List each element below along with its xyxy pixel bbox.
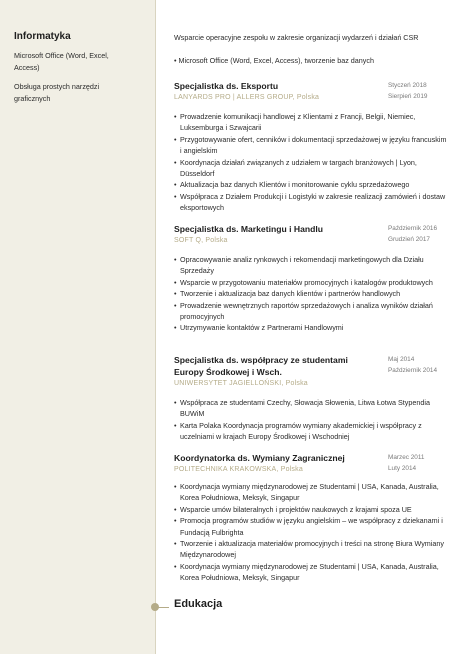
company-name: UNIWERSYTET JAGIELLOŃSKI, Polska — [174, 380, 308, 387]
job-entry — [174, 223, 449, 334]
job-dates — [388, 80, 444, 102]
date-start: Maj 2014 — [388, 356, 415, 363]
job-bullets — [174, 481, 449, 584]
date-end: Grudzień 2017 — [388, 236, 430, 243]
date-start: Październik 2016 — [388, 225, 438, 232]
sidebar — [0, 0, 155, 654]
job-bullet: • Prowadzenie wewnętrznych raportów sprzedażowych i analiza wyników działań promocyjnych — [174, 300, 449, 323]
job-dates — [388, 223, 444, 245]
job-bullet: • Koordynacja wymiany międzynarodowej ze Studentami | USA, Kanada, Australia, Korea Południowa, Meksyk, Singapur — [174, 561, 449, 584]
date-start: Styczeń 2018 — [388, 82, 427, 89]
job-bullet: • Tworzenie i aktualizacja materiałów promocyjnych i treści na stronę Biura Wymiany Międzynarodowej — [174, 538, 449, 561]
job-bullet: • Koordynacja działań związanych z udziałem w targach branżowych | Lyon, Düsseldorf — [174, 157, 449, 180]
job-entry — [174, 452, 449, 584]
job-bullets — [174, 111, 449, 214]
job-bullet: • Współpraca z Działem Produkcji i Logistyki w zakresie realizacji zamówień i dostaw eksportowych — [174, 191, 449, 214]
date-end: Sierpień 2019 — [388, 93, 428, 100]
job-bullet: • Wsparcie w przygotowaniu materiałów promocyjnych i katalogów produktowych — [174, 277, 449, 288]
bullet-marker: • — [174, 56, 179, 65]
job-bullet: • Przygotowywanie ofert, cenników i dokumentacji sprzedażowej w języku francuskim i angielskim — [174, 134, 449, 157]
sidebar-skill: Microsoft Office (Word, Excel, Access) — [14, 51, 109, 72]
job-bullet: • Promocja programów studiów w języku angielskim – we współpracy z dziekanami i Fundacją Fulbrighta — [174, 515, 449, 538]
job-bullet: • Aktualizacja baz danych Klientów i monitorowanie cyklu sprzedażowego — [174, 179, 449, 190]
job-bullet: • Tworzenie i aktualizacja baz danych klientów i partnerów handlowych — [174, 288, 449, 299]
date-start: Marzec 2011 — [388, 454, 425, 461]
sidebar-skill: Obsługa prostych narzędzi graficznych — [14, 82, 100, 103]
education-section-title: Edukacja — [174, 598, 223, 610]
timeline-line — [155, 0, 156, 654]
timeline-connector — [158, 607, 169, 608]
intro-text: Wsparcie operacyjne zespołu w zakresie organizacji wydarzeń i działań CSR — [174, 33, 419, 42]
job-bullet: • Prowadzenie komunikacji handlowej z Klientami z Francji, Belgii, Niemiec, Luksemburga i Szwajcarii — [174, 111, 449, 134]
intro-bullet-text: Microsoft Office (Word, Excel, Access), tworzenie baz danych — [178, 56, 374, 65]
job-dates — [388, 354, 444, 376]
job-bullet: • Wsparcie umów bilateralnych i projektów naukowych z krajami spoza UE — [174, 504, 449, 515]
job-title: Koordynatorka ds. Wymiany Zagranicznej — [174, 453, 345, 463]
job-bullet: • Karta Polaka Koordynacja programów wymiany akademickiej i współpracy z uczelniami w krajach Europy Środkowej i Wschodniej — [174, 420, 449, 443]
job-bullet: • Koordynacja wymiany międzynarodowej ze Studentami | USA, Kanada, Australia, Korea Południowa, Meksyk, Singapur — [174, 481, 449, 504]
job-bullets — [174, 397, 449, 443]
company-name: SOFT Q, Polska — [174, 237, 228, 244]
job-title: Specjalistka ds. współpracy ze studentami Europy Środkowej i Wsch. — [174, 355, 348, 377]
job-bullet: • Opracowywanie analiz rynkowych i rekomendacji marketingowych dla Działu Sprzedaży — [174, 254, 449, 277]
job-dates — [388, 452, 444, 474]
job-title: Specjalistka ds. Eksportu — [174, 81, 279, 91]
date-end: Październik 2014 — [388, 367, 438, 374]
job-bullet: • Utrzymywanie kontaktów z Partnerami Handlowymi — [174, 322, 449, 333]
sidebar-title: Informatyka — [14, 31, 71, 42]
job-bullets — [174, 254, 449, 334]
date-end: Luty 2014 — [388, 465, 417, 472]
company-name: POLITECHNIKA KRAKOWSKA, Polska — [174, 466, 303, 473]
intro-bullet — [174, 55, 446, 67]
job-title: Specjalistka ds. Marketingu i Handlu — [174, 224, 323, 234]
job-entry — [174, 80, 449, 214]
company-name: LANYARDS PRO | ALLERS GROUP, Polska — [174, 94, 320, 101]
job-bullet: • Współpraca ze studentami Czechy, Słowacja Słowenia, Litwa Łotwa Stypendia BUWiM — [174, 397, 449, 420]
job-entry — [174, 354, 449, 443]
